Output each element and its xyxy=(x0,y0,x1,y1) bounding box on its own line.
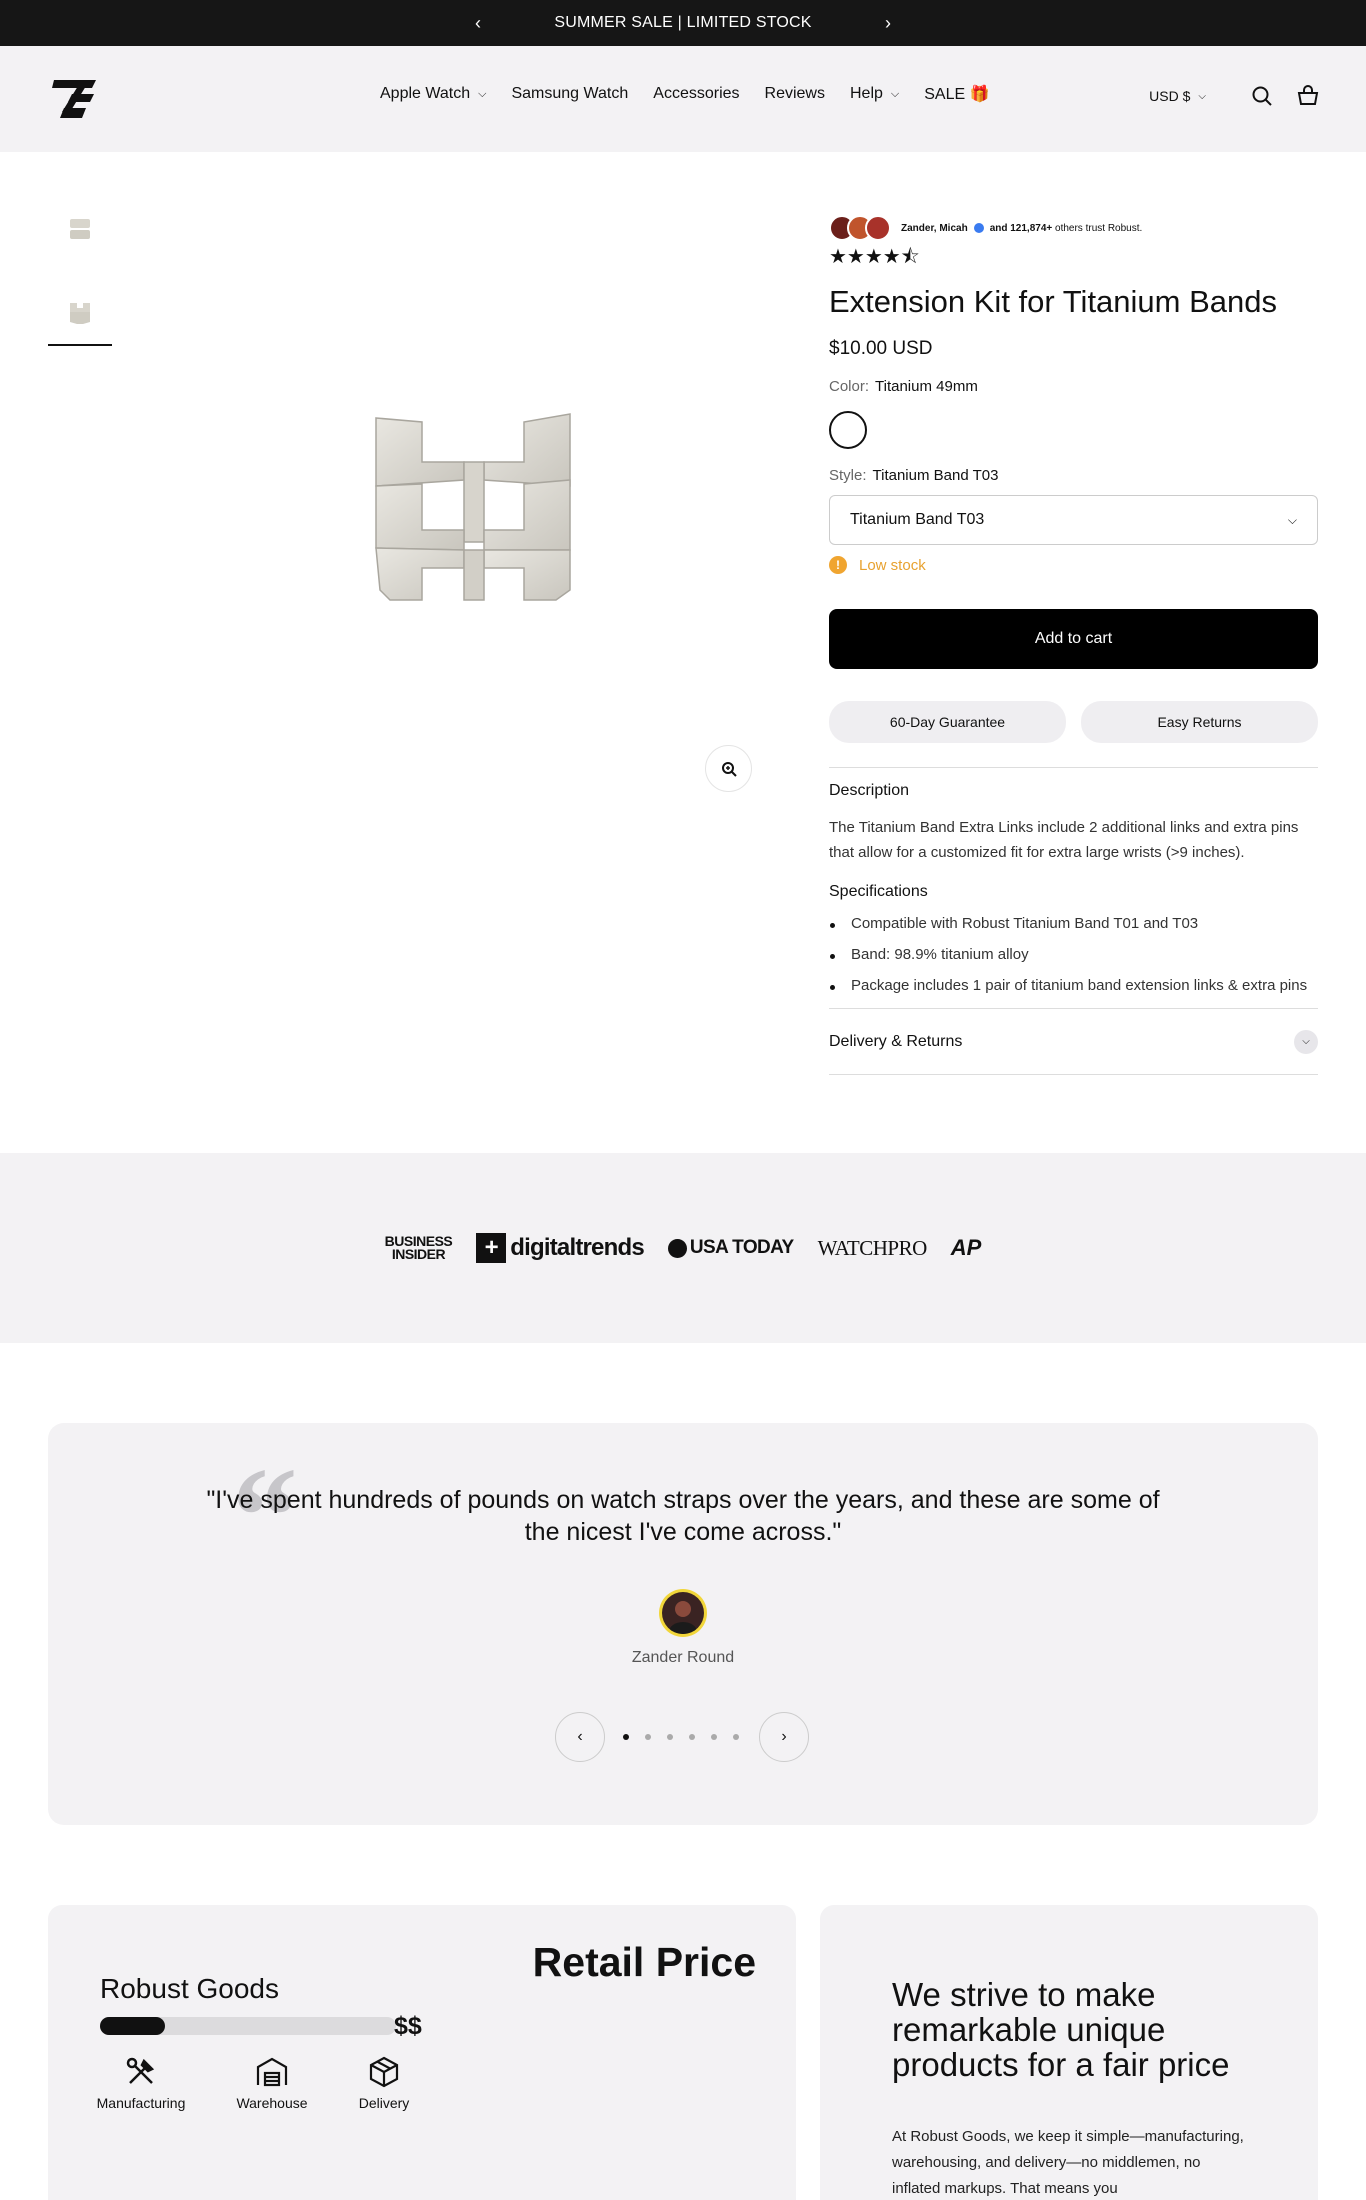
step-label: Delivery xyxy=(358,2095,410,2111)
testimonial-card xyxy=(48,1423,1318,1825)
nav-apple-watch[interactable] xyxy=(380,84,486,104)
currency-label: USD $ xyxy=(1149,88,1191,104)
color-value: Titanium 49mm xyxy=(875,378,978,395)
color-option-label xyxy=(829,378,1318,395)
delivery-returns-accordion[interactable] xyxy=(829,1008,1318,1075)
carousel-prev-button[interactable]: ‹ xyxy=(555,1712,605,1762)
perks-row xyxy=(829,701,1318,743)
logo-text: digitaltrends xyxy=(510,1234,644,1261)
carousel-dot[interactable] xyxy=(623,1734,629,1740)
logo-text: INSIDER xyxy=(391,1246,446,1262)
avatar xyxy=(865,215,891,241)
product-title: Extension Kit for Titanium Bands xyxy=(829,284,1278,319)
accordion-label: Delivery & Returns xyxy=(829,1032,963,1050)
add-to-cart-button[interactable]: Add to cart xyxy=(829,609,1318,669)
list-item: Package includes 1 pair of titanium band extension links & extra pins xyxy=(829,977,1318,994)
product-info xyxy=(829,210,1318,1075)
price-comparison-card xyxy=(48,1905,796,2200)
business-insider-logo xyxy=(385,1235,453,1261)
color-swatch-titanium[interactable] xyxy=(829,411,867,449)
watchpro-logo: WATCHPRO xyxy=(817,1235,927,1260)
logo-text: USA TODAY xyxy=(689,1237,794,1258)
warehouse-icon xyxy=(255,2055,289,2089)
nav-label: Reviews xyxy=(764,85,825,102)
carousel-next-button[interactable]: › xyxy=(759,1712,809,1762)
chevron-down-icon: ⌵ xyxy=(478,87,487,100)
customer-avatars xyxy=(829,215,883,241)
fair-price-card xyxy=(820,1905,1318,2200)
usa-today-logo xyxy=(668,1237,794,1259)
product-main-image[interactable] xyxy=(360,400,590,620)
nav-reviews[interactable] xyxy=(765,84,825,104)
announcement-next-button[interactable]: › xyxy=(885,12,891,33)
ap-logo: AP xyxy=(950,1235,982,1260)
nav-label: Accessories xyxy=(653,85,740,102)
digitaltrends-logo xyxy=(476,1233,644,1263)
trust-suffix: others trust Robust. xyxy=(1055,222,1143,234)
product-price: $10.00 USD xyxy=(829,338,933,359)
nav-label: Apple Watch xyxy=(380,85,471,102)
testimonial-quote: "I've spent hundreds of pounds on watch straps over the years, and these are some of the nicest I've come across." xyxy=(206,1486,1160,1546)
color-label: Color: xyxy=(829,378,870,395)
carousel-dot[interactable] xyxy=(711,1734,717,1740)
fair-price-heading: We strive to make remarkable unique products for a fair price xyxy=(892,1976,1230,2083)
zoom-button[interactable] xyxy=(705,745,752,792)
announcement-bar xyxy=(0,0,1366,46)
quote-mark-icon: “ xyxy=(225,1439,295,1594)
nav-samsung-watch[interactable] xyxy=(511,84,628,104)
stock-status xyxy=(829,556,1318,574)
style-value: Titanium Band T03 xyxy=(872,467,999,484)
chevron-down-icon: ⌵ xyxy=(1287,512,1297,527)
carousel-dot[interactable] xyxy=(667,1734,673,1740)
trust-row xyxy=(829,210,1318,246)
search-icon[interactable] xyxy=(1250,84,1274,108)
divider xyxy=(829,767,1318,768)
tools-icon xyxy=(124,2055,158,2089)
logo-text: BUSINESS xyxy=(384,1233,453,1249)
header-actions xyxy=(1149,84,1320,108)
thumbnail-image xyxy=(68,300,92,326)
returns-badge[interactable]: Easy Returns xyxy=(1081,701,1318,743)
rating-stars[interactable]: ★★★★⯪ xyxy=(829,246,920,268)
main-nav xyxy=(380,84,1015,104)
description-text: The Titanium Band Extra Links include 2 additional links and extra pins that allow for a customized fit for extra large wrists (>9 inches). xyxy=(829,819,1299,861)
step-label: Manufacturing xyxy=(96,2095,186,2111)
reviewer-avatar xyxy=(659,1589,707,1637)
package-icon xyxy=(367,2055,401,2089)
trust-count: and 121,874+ xyxy=(989,222,1053,234)
style-option-label xyxy=(829,467,1318,484)
step-label: Warehouse xyxy=(236,2095,308,2111)
robust-logo[interactable] xyxy=(52,78,98,120)
step-delivery xyxy=(329,2055,439,2111)
carousel-dot[interactable] xyxy=(689,1734,695,1740)
announcement-text[interactable]: SUMMER SALE | LIMITED STOCK xyxy=(554,14,812,31)
list-item: Band: 98.9% titanium alloy xyxy=(829,946,1318,963)
list-item: Compatible with Robust Titanium Band T01 and T03 xyxy=(829,915,1318,932)
stock-text: Low stock xyxy=(859,556,926,574)
product-thumbnail-1[interactable] xyxy=(48,197,112,261)
reviewer-photo xyxy=(662,1592,704,1634)
carousel-dots xyxy=(623,1734,755,1740)
chevron-down-icon: ⌵ xyxy=(890,87,900,100)
price-bar xyxy=(100,2017,396,2035)
nav-label: SALE 🎁 xyxy=(924,86,990,103)
reviewer-name: Zander Round xyxy=(631,1649,735,1666)
currency-selector[interactable] xyxy=(1149,88,1206,104)
circle-icon xyxy=(668,1239,687,1258)
step-warehouse xyxy=(217,2055,327,2111)
step-manufacturing xyxy=(86,2055,196,2111)
plus-icon: + xyxy=(476,1233,506,1263)
site-header xyxy=(0,46,1366,152)
price-bar-fill xyxy=(100,2017,165,2035)
chevron-down-icon: ⌵ xyxy=(1198,90,1206,102)
press-logos xyxy=(0,1153,1366,1343)
retail-price-heading: Retail Price xyxy=(532,1939,756,1985)
specifications-list xyxy=(829,915,1318,994)
nav-sale[interactable] xyxy=(924,84,989,104)
style-select[interactable] xyxy=(829,495,1318,545)
fair-price-text: At Robust Goods, we keep it simple—manufacturing, warehousing, and delivery—no middlemen, no inflated markups. That means you xyxy=(892,2128,1244,2197)
warning-icon: ! xyxy=(829,556,847,574)
specifications-heading: Specifications xyxy=(829,883,928,900)
zoom-in-icon xyxy=(721,761,737,777)
price-level-label: $$ xyxy=(394,2012,422,2040)
chevron-down-icon: ⌵ xyxy=(1294,1030,1318,1054)
robust-goods-label: Robust Goods xyxy=(100,1973,279,2004)
nav-accessories[interactable] xyxy=(653,84,739,104)
description-heading: Description xyxy=(829,782,910,799)
trust-text xyxy=(901,223,1142,234)
style-label: Style: xyxy=(829,467,867,484)
cart-icon[interactable] xyxy=(1296,84,1320,108)
thumbnail-image xyxy=(68,216,92,242)
guarantee-badge[interactable]: 60-Day Guarantee xyxy=(829,701,1066,743)
verified-icon xyxy=(974,223,984,233)
product-thumbnail-2[interactable] xyxy=(48,282,112,346)
nav-help[interactable] xyxy=(850,84,899,104)
nav-label: Help xyxy=(849,85,883,102)
nav-label: Samsung Watch xyxy=(511,85,629,102)
style-select-value: Titanium Band T03 xyxy=(850,511,985,528)
trust-names: Zander, Micah xyxy=(901,222,968,234)
carousel-dot[interactable] xyxy=(733,1734,739,1740)
carousel-dot[interactable] xyxy=(645,1734,651,1740)
announcement-prev-button[interactable]: ‹ xyxy=(475,12,481,33)
